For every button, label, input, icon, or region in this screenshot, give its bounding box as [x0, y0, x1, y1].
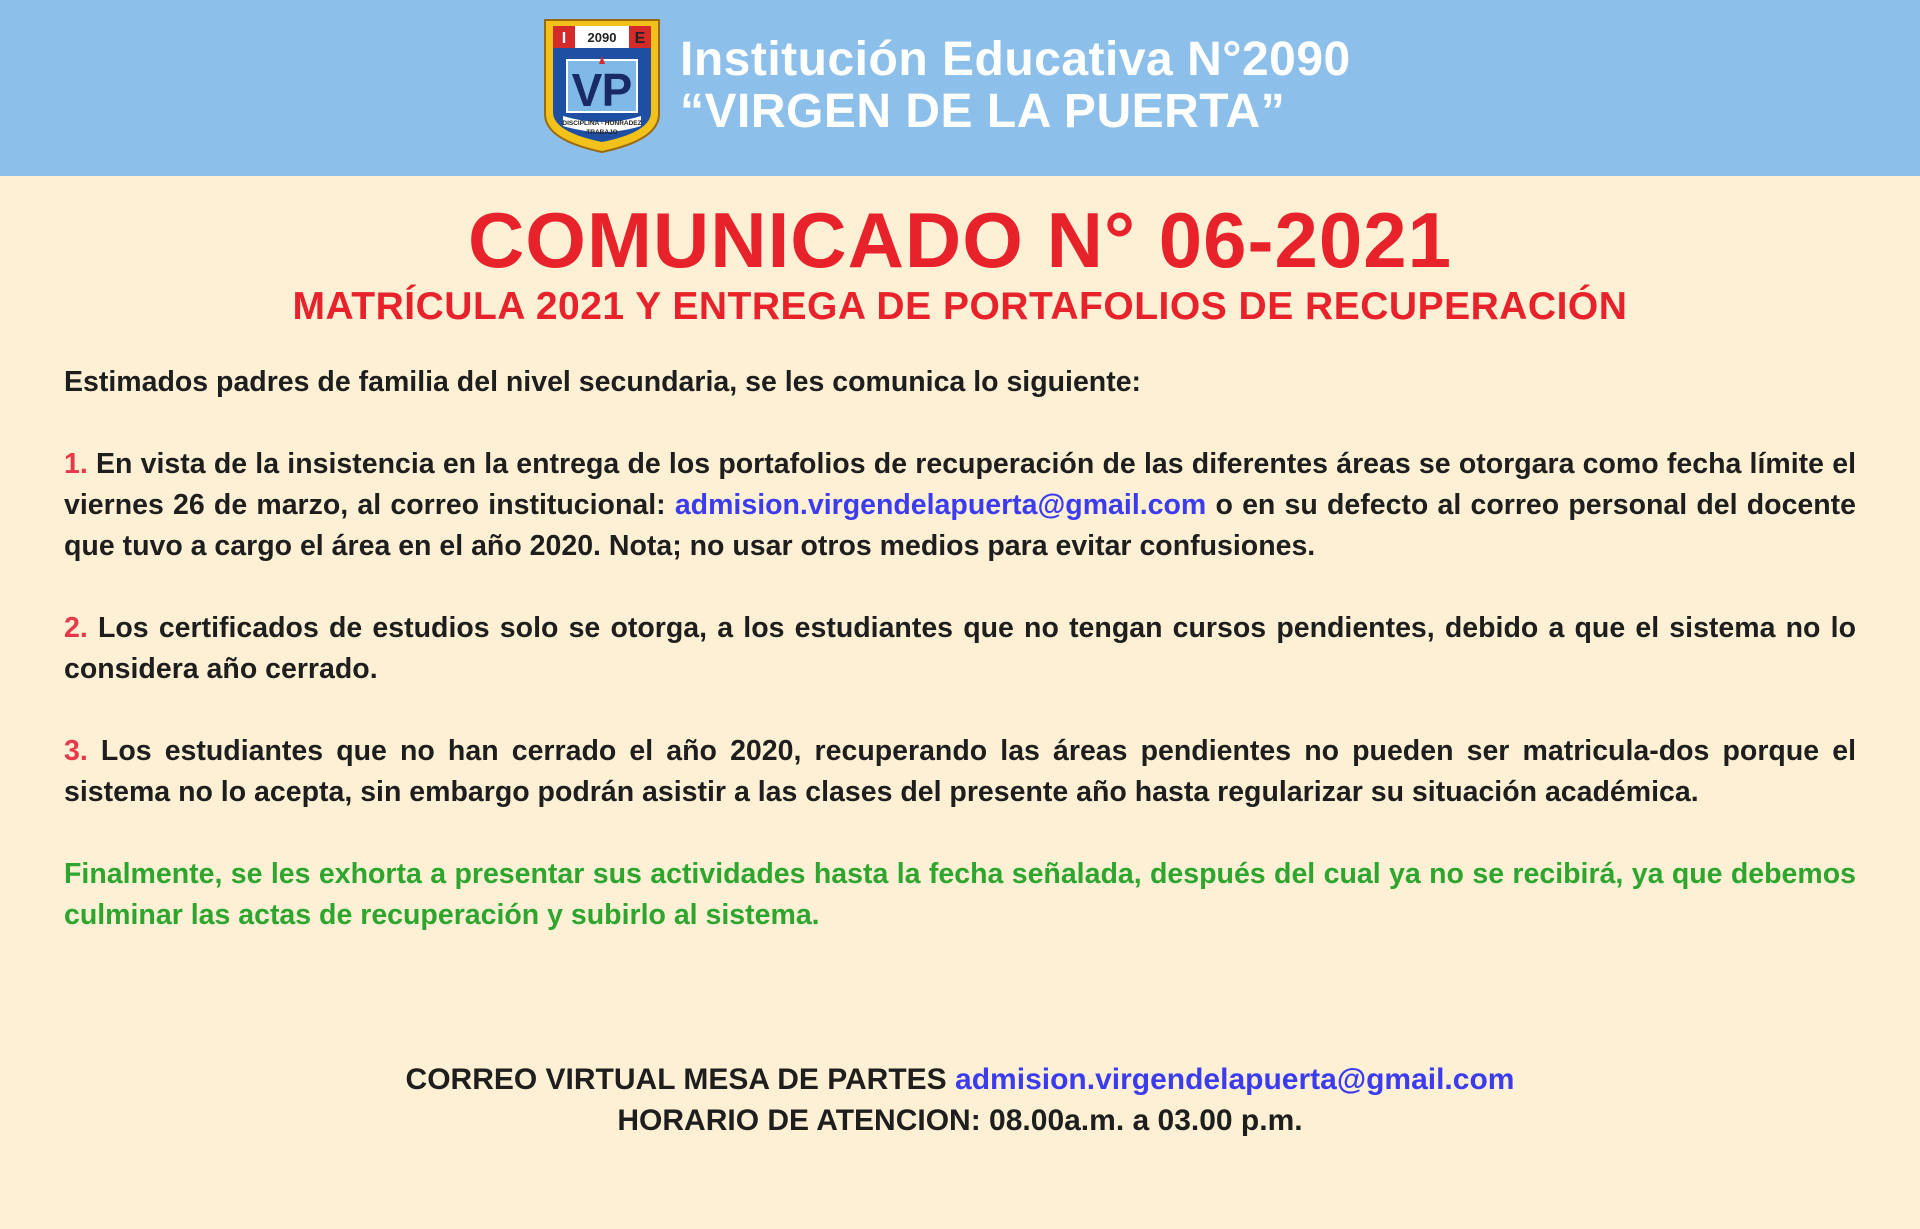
item-3-number: 3.	[64, 735, 88, 767]
item-3	[64, 731, 1856, 813]
svg-text:2090: 2090	[587, 30, 617, 45]
school-name-line1: Institución Educativa N°2090	[680, 33, 1351, 86]
school-crest-logo	[541, 16, 663, 156]
item-1-number: 1.	[64, 448, 88, 480]
notice-body	[64, 362, 1856, 977]
sub-title: MATRÍCULA 2021 Y ENTREGA DE PORTAFOLIOS DE RECUPERACIÓN	[292, 285, 1628, 328]
header-banner	[0, 0, 1920, 176]
office-hours: HORARIO DE ATENCION: 08.00a.m. a 03.00 p.m.	[617, 1104, 1303, 1137]
svg-text:DISCIPLINA - HONRADEZ: DISCIPLINA - HONRADEZ	[562, 120, 642, 127]
institutional-email-link[interactable]: admision.virgendelapuerta@gmail.com	[674, 489, 1207, 521]
item-2-text: Los certificados de estudios solo se otorga, a los estudiantes que no tengan cursos pendientes, debido a que el sistema no lo considera año cerrado.	[64, 612, 1856, 685]
contact-footer	[0, 1059, 1920, 1141]
svg-text:P: P	[601, 64, 633, 116]
title-block	[0, 196, 1920, 330]
svg-text:TRABAJO: TRABAJO	[586, 129, 618, 136]
closing-paragraph: Finalmente, se les exhorta a presentar sus actividades hasta la fecha señalada, después del cual ya no se recibirá, ya que debemos culminar las actas de recuperación y subirlo al sistema.	[64, 858, 1856, 931]
main-title: COMUNICADO N° 06-2021	[467, 196, 1453, 284]
mesa-de-partes-email-link[interactable]: admision.virgendelapuerta@gmail.com	[955, 1063, 1515, 1096]
item-1	[64, 444, 1856, 567]
svg-text:V: V	[571, 64, 603, 116]
svg-text:E: E	[634, 30, 646, 47]
item-2	[64, 608, 1856, 690]
item-3-text: Los estudiantes que no han cerrado el año 2020, recuperando las áreas pendientes no pueden ser matricula-dos porque el sistema no lo acepta, sin embargo podrán asistir a las clases del presente año hasta regularizar su situación académica.	[64, 735, 1856, 808]
svg-text:I: I	[561, 30, 567, 47]
school-name	[680, 34, 1351, 138]
item-2-number: 2.	[64, 612, 88, 644]
item-1-text-before: En vista de la insistencia en la entrega de los portafolios de recuperación de las diferentes áreas se otorgara como fecha límite el viernes 26 de marzo, al correo institucional:	[64, 448, 1856, 521]
item-1-text-after: o en su defecto al correo personal del docente que tuvo a cargo el área en el año 2020. Nota; no usar otros medios para evitar confusiones.	[64, 489, 1857, 562]
mesa-de-partes-line	[0, 1059, 1920, 1100]
school-name-line2: “VIRGEN DE LA PUERTA”	[680, 85, 1286, 138]
intro-paragraph: Estimados padres de familia del nivel secundaria, se les comunica lo siguiente:	[64, 366, 1142, 398]
mesa-de-partes-label: CORREO VIRTUAL MESA DE PARTES	[405, 1063, 947, 1096]
